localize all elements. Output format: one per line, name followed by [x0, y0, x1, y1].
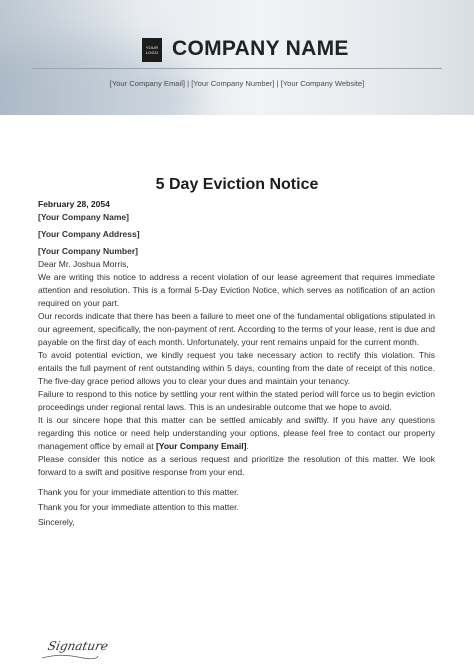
- letter-date: February 28, 2054: [38, 199, 110, 209]
- contact-email: [Your Company Email]: [155, 441, 247, 451]
- letterhead: [0, 0, 474, 115]
- signature-swash-icon: [40, 652, 100, 662]
- paragraph-closing-request: Please consider this notice as a serious request and prioritize the resolution of this matter. We look forward to a swift and positive response from your end.: [38, 454, 435, 477]
- handwritten-signature: Signature: [46, 639, 110, 653]
- letter-body: [38, 198, 435, 529]
- header-divider: [32, 68, 442, 69]
- closing: Sincerely,: [38, 517, 75, 527]
- recipient-company-address: [Your Company Address]: [38, 229, 140, 239]
- header-decoration: [0, 40, 200, 115]
- recipient-company-number: [Your Company Number]: [38, 246, 138, 256]
- document-title: 5 Day Eviction Notice: [155, 176, 319, 193]
- thanks-line-2: Thank you for your immediate attention to this matter.: [38, 502, 239, 512]
- logo-text-line2: LOGO: [145, 50, 159, 55]
- company-name: COMPANY NAME: [172, 37, 349, 60]
- paragraph-remedy: To avoid potential eviction, we kindly request you take necessary action to rectify this violation. This entails the full payment of rent outstanding within 5 days, counting from the date of receipt of this notice. The five-day grace period allows you to clear your dues and maintain your tenancy.: [38, 350, 435, 386]
- company-logo: [142, 38, 162, 62]
- paragraph-violation: Our records indicate that there has been a failure to meet one of the fundamental obligations stipulated in our agreement, specifically, the non-payment of rent. According to the terms of your lease, rent is due and payable on the first day of each month. Unfortunately, your rent remains unpaid for the current month.: [38, 311, 435, 347]
- company-contact-line: [Your Company Email] | [Your Company Number] | [Your Company Website]: [109, 79, 365, 88]
- contact-text-end: .: [246, 441, 249, 451]
- paragraph-contact: [38, 414, 435, 453]
- spacer: [38, 479, 435, 486]
- recipient-company-name: [Your Company Name]: [38, 212, 129, 222]
- contact-text: It is our sincere hope that this matter can be settled amicably and swiftly. If you have any questions regarding this notice or need help understanding your options, please feel free to contact our property management office by email at: [38, 415, 435, 451]
- paragraph-consequence: Failure to respond to this notice by settling your rent within the stated period will force us to begin eviction proceedings under regional rental laws. This is an undesirable outcome that we hope to avoid.: [38, 389, 435, 412]
- salutation: Dear Mr. Joshua Morris,: [38, 259, 129, 269]
- logo-text-line1: YOUR: [145, 45, 159, 50]
- thanks-line-1: Thank you for your immediate attention to this matter.: [38, 487, 239, 497]
- paragraph-intro: We are writing this notice to address a recent violation of our lease agreement that requires immediate attention and resolution. This is a formal 5-Day Eviction Notice, which serves as notification of an action required on your part.: [38, 272, 435, 308]
